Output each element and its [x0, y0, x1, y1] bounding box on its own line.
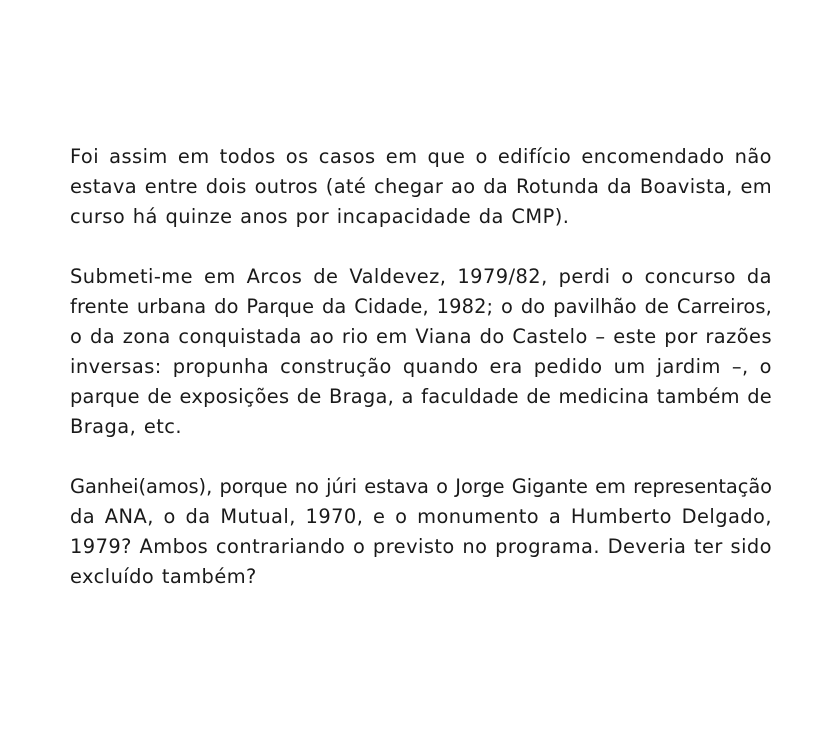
- text-line: o da zona conquistada ao rio em Viana do Castelo – este por razões: [70, 325, 772, 348]
- text-line: Ganhei(amos), porque no júri estava o Jorge Gigante em representação: [70, 475, 772, 498]
- text-line: Submeti-me em Arcos de Valdevez, 1979/82, perdi o concurso da: [70, 265, 772, 288]
- text-line: curso há quinze anos por incapacidade da CMP).: [70, 205, 570, 228]
- text-line: parque de exposições de Braga, a faculdade de medicina também de: [70, 385, 772, 408]
- text-line: inversas: propunha construção quando era pedido um jardim –, o: [70, 355, 772, 378]
- text-line: Foi assim em todos os casos em que o edifício encomendado não: [70, 145, 772, 168]
- text-line: frente urbana do Parque da Cidade, 1982; o do pavilhão de Carreiros,: [70, 295, 772, 318]
- text-line: 1979? Ambos contrariando o previsto no programa. Deveria ter sido: [70, 535, 772, 558]
- document-body: [70, 142, 772, 622]
- text-line: excluído também?: [70, 565, 257, 588]
- text-line: Braga, etc.: [70, 415, 182, 438]
- paragraph-1: [70, 142, 772, 232]
- paragraph-3: [70, 472, 772, 592]
- paragraph-2: [70, 262, 772, 442]
- text-line: da ANA, o da Mutual, 1970, e o monumento a Humberto Delgado,: [70, 505, 772, 528]
- text-line: estava entre dois outros (até chegar ao da Rotunda da Boavista, em: [70, 175, 772, 198]
